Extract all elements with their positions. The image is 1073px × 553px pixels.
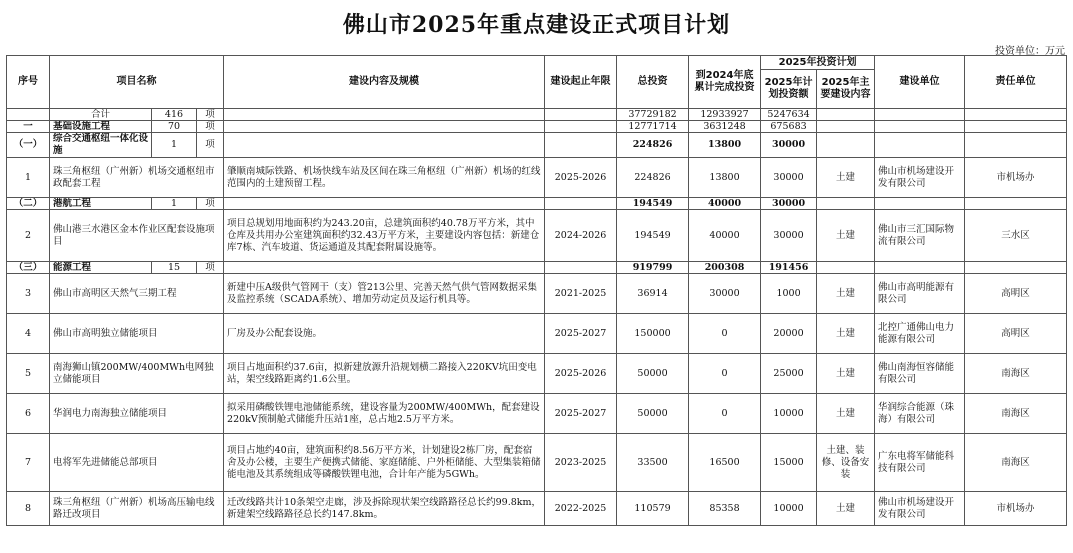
category-done: 3631248	[689, 121, 761, 133]
project-period: 2025-2026	[545, 354, 617, 394]
subcategory-plan: 30000	[761, 133, 817, 158]
project-total: 194549	[617, 210, 689, 262]
header-done2024: 到2024年底累计完成投资	[689, 56, 761, 109]
project-done: 30000	[689, 274, 761, 314]
subcategory-count: 1	[152, 198, 197, 210]
project-total: 33500	[617, 434, 689, 492]
project-name: 华润电力南海独立储能项目	[50, 394, 224, 434]
project-main: 土建	[817, 492, 875, 526]
header-plan2025-group: 2025年投资计划	[761, 56, 875, 70]
project-period: 2024-2026	[545, 210, 617, 262]
subcategory-row	[7, 133, 1067, 158]
project-owner: 高明区	[965, 274, 1067, 314]
project-main: 土建	[817, 210, 875, 262]
subcategory-total: 919799	[617, 262, 689, 274]
project-name: 珠三角枢纽（广州新）机场高压输电线路迁改项目	[50, 492, 224, 526]
page-title: 佛山市2025年重点建设正式项目计划	[342, 12, 731, 38]
project-seq: 1	[7, 158, 50, 198]
subcategory-name: 港航工程	[50, 198, 152, 210]
project-seq: 7	[7, 434, 50, 492]
project-plan: 10000	[761, 394, 817, 434]
table-row	[7, 492, 1067, 526]
project-content: 项目总规划用地面积约为243.20亩，总建筑面积约40.78万平方米，其中仓库及共用办公室建筑面积约32.43万平方米，主要建设内容包括：新建仓库7栋、汽车坡道、货运通道及其配套附属设施等。	[224, 210, 545, 262]
project-main: 土建	[817, 274, 875, 314]
project-plan: 30000	[761, 158, 817, 198]
project-plan: 30000	[761, 210, 817, 262]
project-table	[6, 55, 1067, 526]
project-done: 0	[689, 354, 761, 394]
subcategory-done: 200308	[689, 262, 761, 274]
project-seq: 2	[7, 210, 50, 262]
project-done: 40000	[689, 210, 761, 262]
header-row-1	[7, 56, 1067, 70]
category-count: 70	[152, 121, 197, 133]
project-total: 110579	[617, 492, 689, 526]
project-owner: 高明区	[965, 314, 1067, 354]
subcategory-total: 194549	[617, 198, 689, 210]
project-total: 36914	[617, 274, 689, 314]
subcategory-done: 13800	[689, 133, 761, 158]
subcategory-seq: （二）	[7, 198, 50, 210]
subcategory-seq: （一）	[7, 133, 50, 158]
subcategory-name: 能源工程	[50, 262, 152, 274]
project-seq: 4	[7, 314, 50, 354]
subcategory-name: 综合交通枢纽一体化设施	[50, 133, 152, 158]
subcategory-unit: 项	[197, 262, 224, 274]
project-builder: 佛山市三汇国际物流有限公司	[875, 210, 965, 262]
project-total: 224826	[617, 158, 689, 198]
header-owner: 责任单位	[965, 56, 1067, 109]
project-name: 佛山港三水港区金本作业区配套设施项目	[50, 210, 224, 262]
project-builder: 广东电将军储能科技有限公司	[875, 434, 965, 492]
project-content: 项目占地约40亩，建筑面积约8.56万平方米，计划建设2栋厂房，配套宿舍及办公楼，主要生产便携式储能、家庭储能、户外柜储能、大型集装箱储能电池及其系统组成等磷酸铁锂电池，合计年产能为5GWh。	[224, 434, 545, 492]
project-done: 85358	[689, 492, 761, 526]
header-plan2025-amount: 2025年计划投资额	[761, 70, 817, 109]
project-total: 50000	[617, 354, 689, 394]
project-plan: 15000	[761, 434, 817, 492]
header-builder: 建设单位	[875, 56, 965, 109]
project-total: 50000	[617, 394, 689, 434]
subcategory-unit: 项	[197, 198, 224, 210]
project-content: 项目占地面积约37.6亩，拟新建放源升沿规划横二路接入220KV坑田变电站，架空线路距离约1.6公里。	[224, 354, 545, 394]
subcategory-row	[7, 262, 1067, 274]
project-main: 土建	[817, 354, 875, 394]
header-period: 建设起止年限	[545, 56, 617, 109]
total-row	[7, 109, 1067, 121]
project-content: 肇顺南城际铁路、机场快线车站及区间在珠三角枢纽（广州新）机场的红线范围内的土建预留工程。	[224, 158, 545, 198]
category-plan: 675683	[761, 121, 817, 133]
project-plan: 20000	[761, 314, 817, 354]
subcategory-done: 40000	[689, 198, 761, 210]
project-seq: 6	[7, 394, 50, 434]
project-plan: 10000	[761, 492, 817, 526]
total-count: 416	[152, 109, 197, 121]
project-name: 南海狮山镇200MW/400MWh电网独立储能项目	[50, 354, 224, 394]
table-row	[7, 158, 1067, 198]
project-done: 0	[689, 394, 761, 434]
project-seq: 8	[7, 492, 50, 526]
table-row	[7, 434, 1067, 492]
project-period: 2025-2027	[545, 314, 617, 354]
project-content: 新建中压A级供气管网干（支）管213公里、完善天然气供气管网数据采集及监控系统（SCADA系统）、增加劳动定员及运行机具等。	[224, 274, 545, 314]
header-total: 总投资	[617, 56, 689, 109]
project-period: 2022-2025	[545, 492, 617, 526]
header-plan2025-main: 2025年主要建设内容	[817, 70, 875, 109]
subcategory-plan: 191456	[761, 262, 817, 274]
project-main: 土建	[817, 314, 875, 354]
table-row	[7, 274, 1067, 314]
project-builder: 北控广通佛山电力能源有限公司	[875, 314, 965, 354]
total-label: 合计	[50, 109, 152, 121]
project-done: 13800	[689, 158, 761, 198]
header-content: 建设内容及规模	[224, 56, 545, 109]
project-owner: 市机场办	[965, 158, 1067, 198]
subcategory-count: 15	[152, 262, 197, 274]
project-total: 150000	[617, 314, 689, 354]
total-plan: 5247634	[761, 109, 817, 121]
unit-note: 投资单位：万元	[995, 46, 1065, 57]
project-content: 拟采用磷酸铁锂电池储能系统，建设容量为200MW/400MWh，配套建设220kV预制舱式储能升压站1座，总占地2.5万平方米。	[224, 394, 545, 434]
project-plan: 25000	[761, 354, 817, 394]
total-done: 12933927	[689, 109, 761, 121]
table-row	[7, 314, 1067, 354]
project-period: 2025-2026	[545, 158, 617, 198]
project-done: 0	[689, 314, 761, 354]
category-unit: 项	[197, 121, 224, 133]
category-name: 基础设施工程	[50, 121, 152, 133]
header-seq: 序号	[7, 56, 50, 109]
project-plan: 1000	[761, 274, 817, 314]
project-builder: 佛山南海恒容储能有限公司	[875, 354, 965, 394]
project-owner: 南海区	[965, 394, 1067, 434]
project-period: 2023-2025	[545, 434, 617, 492]
project-done: 16500	[689, 434, 761, 492]
subcategory-count: 1	[152, 133, 197, 158]
subcategory-seq: （三）	[7, 262, 50, 274]
project-seq: 5	[7, 354, 50, 394]
project-name: 电将军先进储能总部项目	[50, 434, 224, 492]
project-seq: 3	[7, 274, 50, 314]
project-name: 佛山市高明独立储能项目	[50, 314, 224, 354]
total-investment: 37729182	[617, 109, 689, 121]
subcategory-row	[7, 198, 1067, 210]
subcategory-unit: 项	[197, 133, 224, 158]
total-unit: 项	[197, 109, 224, 121]
project-main: 土建、装修、设备安装	[817, 434, 875, 492]
project-main: 土建	[817, 158, 875, 198]
project-period: 2021-2025	[545, 274, 617, 314]
table-row	[7, 394, 1067, 434]
header-name: 项目名称	[50, 56, 224, 109]
category-seq: 一	[7, 121, 50, 133]
project-owner: 南海区	[965, 434, 1067, 492]
project-builder: 华润综合能源（珠海）有限公司	[875, 394, 965, 434]
subcategory-plan: 30000	[761, 198, 817, 210]
project-name: 佛山市高明区天然气三期工程	[50, 274, 224, 314]
project-owner: 三水区	[965, 210, 1067, 262]
project-builder: 佛山市高明能源有限公司	[875, 274, 965, 314]
table-row	[7, 210, 1067, 262]
project-content: 厂房及办公配套设施。	[224, 314, 545, 354]
project-main: 土建	[817, 394, 875, 434]
project-content: 迁改线路共计10条架空走廊，涉及拆除现状架空线路路径总长约99.8km，新建架空线路路径总长约147.8km。	[224, 492, 545, 526]
project-owner: 市机场办	[965, 492, 1067, 526]
category-row	[7, 121, 1067, 133]
project-name: 珠三角枢纽（广州新）机场交通枢纽市政配套工程	[50, 158, 224, 198]
category-total: 12771714	[617, 121, 689, 133]
subcategory-total: 224826	[617, 133, 689, 158]
table-row	[7, 354, 1067, 394]
project-builder: 佛山市机场建设开发有限公司	[875, 158, 965, 198]
project-owner: 南海区	[965, 354, 1067, 394]
project-builder: 佛山市机场建设开发有限公司	[875, 492, 965, 526]
project-period: 2025-2027	[545, 394, 617, 434]
